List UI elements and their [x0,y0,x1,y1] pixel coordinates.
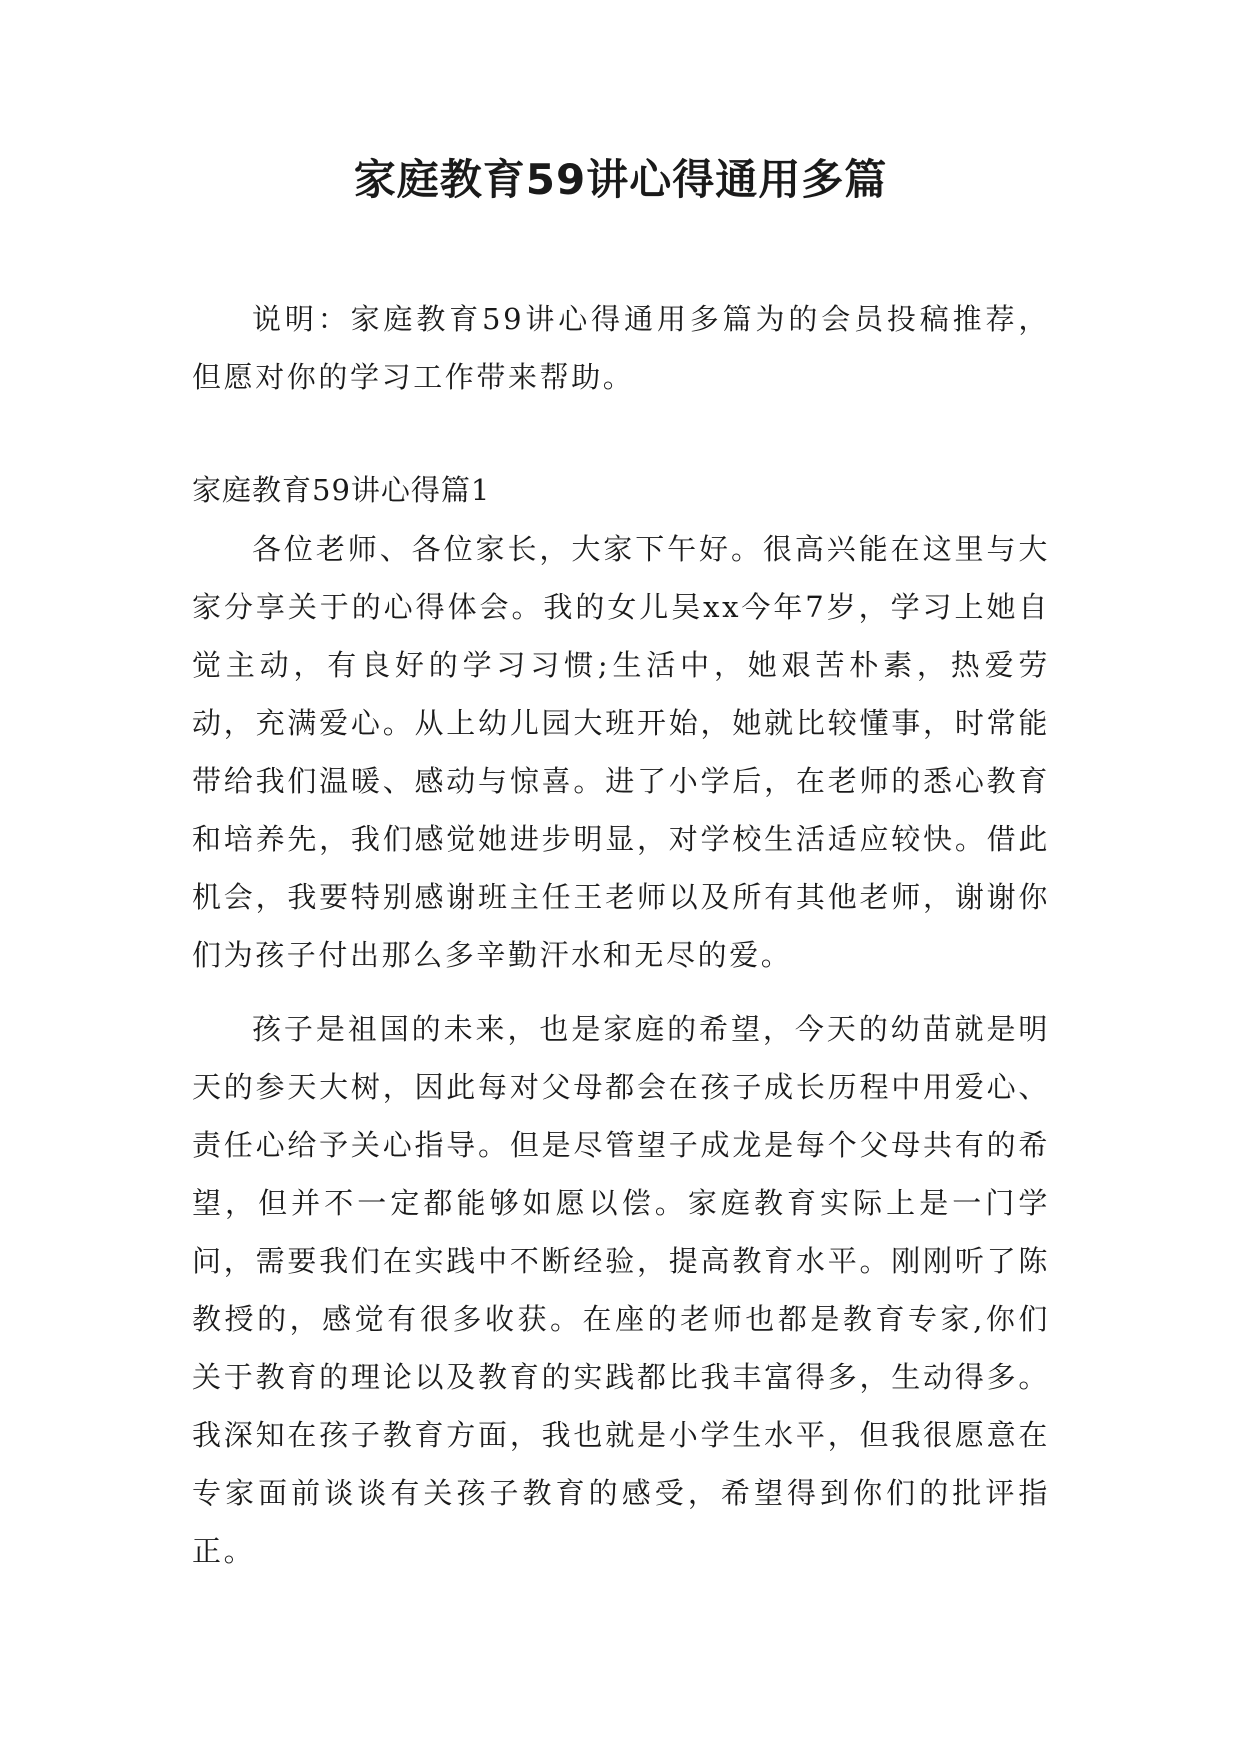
document-title: 家庭教育59讲心得通用多篇 [353,155,888,204]
body-paragraph-2: 孩子是祖国的未来，也是家庭的希望，今天的幼苗就是明天的参天大树，因此每对父母都会在孩子成长历程中用爱心、责任心给予关心指导。但是尽管望子成龙是每个父母共有的希望，但并不一定都能够如愿以偿。家庭教育实际上是一门学问，需要我们在实践中不断经验，提高教育水平。刚刚听了陈教授的，感觉有很多收获。在座的老师也都是教育专家,你们关于教育的理论以及教育的实践都比我丰富得多，生动得多。我深知在孩子教育方面，我也就是小学生水平，但我很愿意在专家面前谈谈有关孩子教育的感受，希望得到你们的批评指正。 [192,1012,1050,1568]
intro-paragraph: 说明：家庭教育59讲心得通用多篇为的会员投稿推荐，但愿对你的学习工作带来帮助。 [192,302,1050,394]
section-heading: 家庭教育59讲心得篇1 [192,473,491,507]
body-paragraph-1: 各位老师、各位家长，大家下午好。很高兴能在这里与大家分享关于的心得体会。我的女儿吴xx今年7岁，学习上她自觉主动，有良好的学习习惯;生活中，她艰苦朴素，热爱劳动，充满爱心。从上幼儿园大班开始，她就比较懂事，时常能带给我们温暖、感动与惊喜。进了小学后，在老师的悉心教育和培养先，我们感觉她进步明显，对学校生活适应较快。借此机会，我要特别感谢班主任王老师以及所有其他老师，谢谢你们为孩子付出那么多辛勤汗水和无尽的爱。 [192,532,1050,972]
